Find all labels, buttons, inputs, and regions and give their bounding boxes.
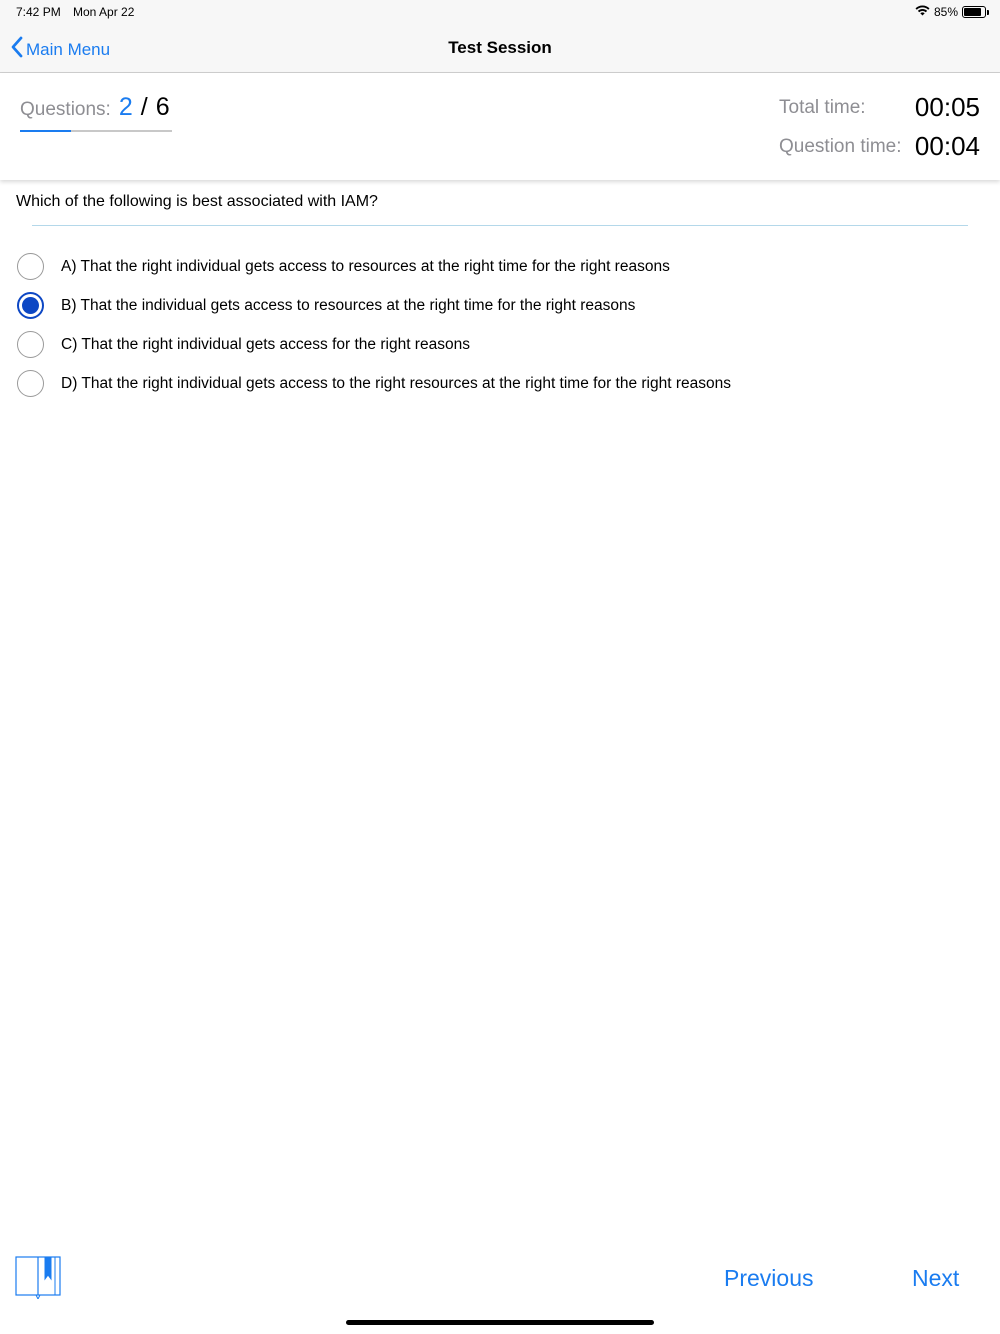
navigation-bar xyxy=(0,24,1000,73)
status-time: 7:42 PM xyxy=(16,5,61,19)
answer-option-label: B) That the individual gets access to resources at the right time for the right reasons xyxy=(61,296,636,314)
answer-options xyxy=(17,247,731,403)
answer-option-a[interactable] xyxy=(17,247,731,286)
status-right xyxy=(915,4,986,19)
bottom-toolbar xyxy=(0,1250,1000,1310)
book-bookmark-icon xyxy=(15,1286,61,1303)
answer-option-label: C) That the right individual gets access for the right reasons xyxy=(61,335,470,353)
question-current-number: 2 xyxy=(118,93,133,121)
battery-fill xyxy=(964,8,981,16)
previous-button[interactable]: Previous xyxy=(724,1265,814,1291)
question-time-value: 00:04 xyxy=(914,131,980,161)
book-bookmark-button[interactable] xyxy=(15,1255,61,1299)
back-button-label: Main Menu xyxy=(26,39,111,59)
radio-selected-dot xyxy=(22,297,39,314)
next-button[interactable]: Next xyxy=(912,1265,960,1291)
answer-option-c[interactable] xyxy=(17,325,731,364)
radio-button-b[interactable] xyxy=(17,292,44,319)
status-date: Mon Apr 22 xyxy=(73,5,135,19)
wifi-icon xyxy=(915,4,930,19)
question-progress-fill xyxy=(20,130,71,132)
question-counter-label: Questions: xyxy=(20,99,111,120)
answer-option-label: D) That the right individual gets access to the right resources at the right time for the right reasons xyxy=(61,374,731,392)
question-text: Which of the following is best associated with IAM? xyxy=(16,193,378,210)
question-progress-bar xyxy=(20,130,172,132)
question-counter xyxy=(20,93,170,122)
session-info-header xyxy=(0,73,1000,180)
answer-option-d[interactable] xyxy=(17,364,731,403)
question-divider xyxy=(32,225,968,226)
home-indicator xyxy=(346,1320,654,1325)
total-time-label: Total time: xyxy=(779,97,866,118)
question-time-label: Question time: xyxy=(779,136,902,157)
answer-option-label: A) That the right individual gets access to resources at the right time for the right reasons xyxy=(61,257,670,275)
answer-option-b[interactable] xyxy=(17,286,731,325)
question-total-number: 6 xyxy=(155,93,170,121)
radio-button-a[interactable] xyxy=(17,253,44,280)
battery-icon xyxy=(962,6,986,18)
radio-button-d[interactable] xyxy=(17,370,44,397)
page-title: Test Session xyxy=(448,38,552,57)
question-counter-separator: / xyxy=(140,93,148,121)
battery-percent: 85% xyxy=(933,4,958,19)
radio-button-c[interactable] xyxy=(17,331,44,358)
total-time-value: 00:05 xyxy=(914,92,980,122)
status-bar xyxy=(0,0,1000,24)
